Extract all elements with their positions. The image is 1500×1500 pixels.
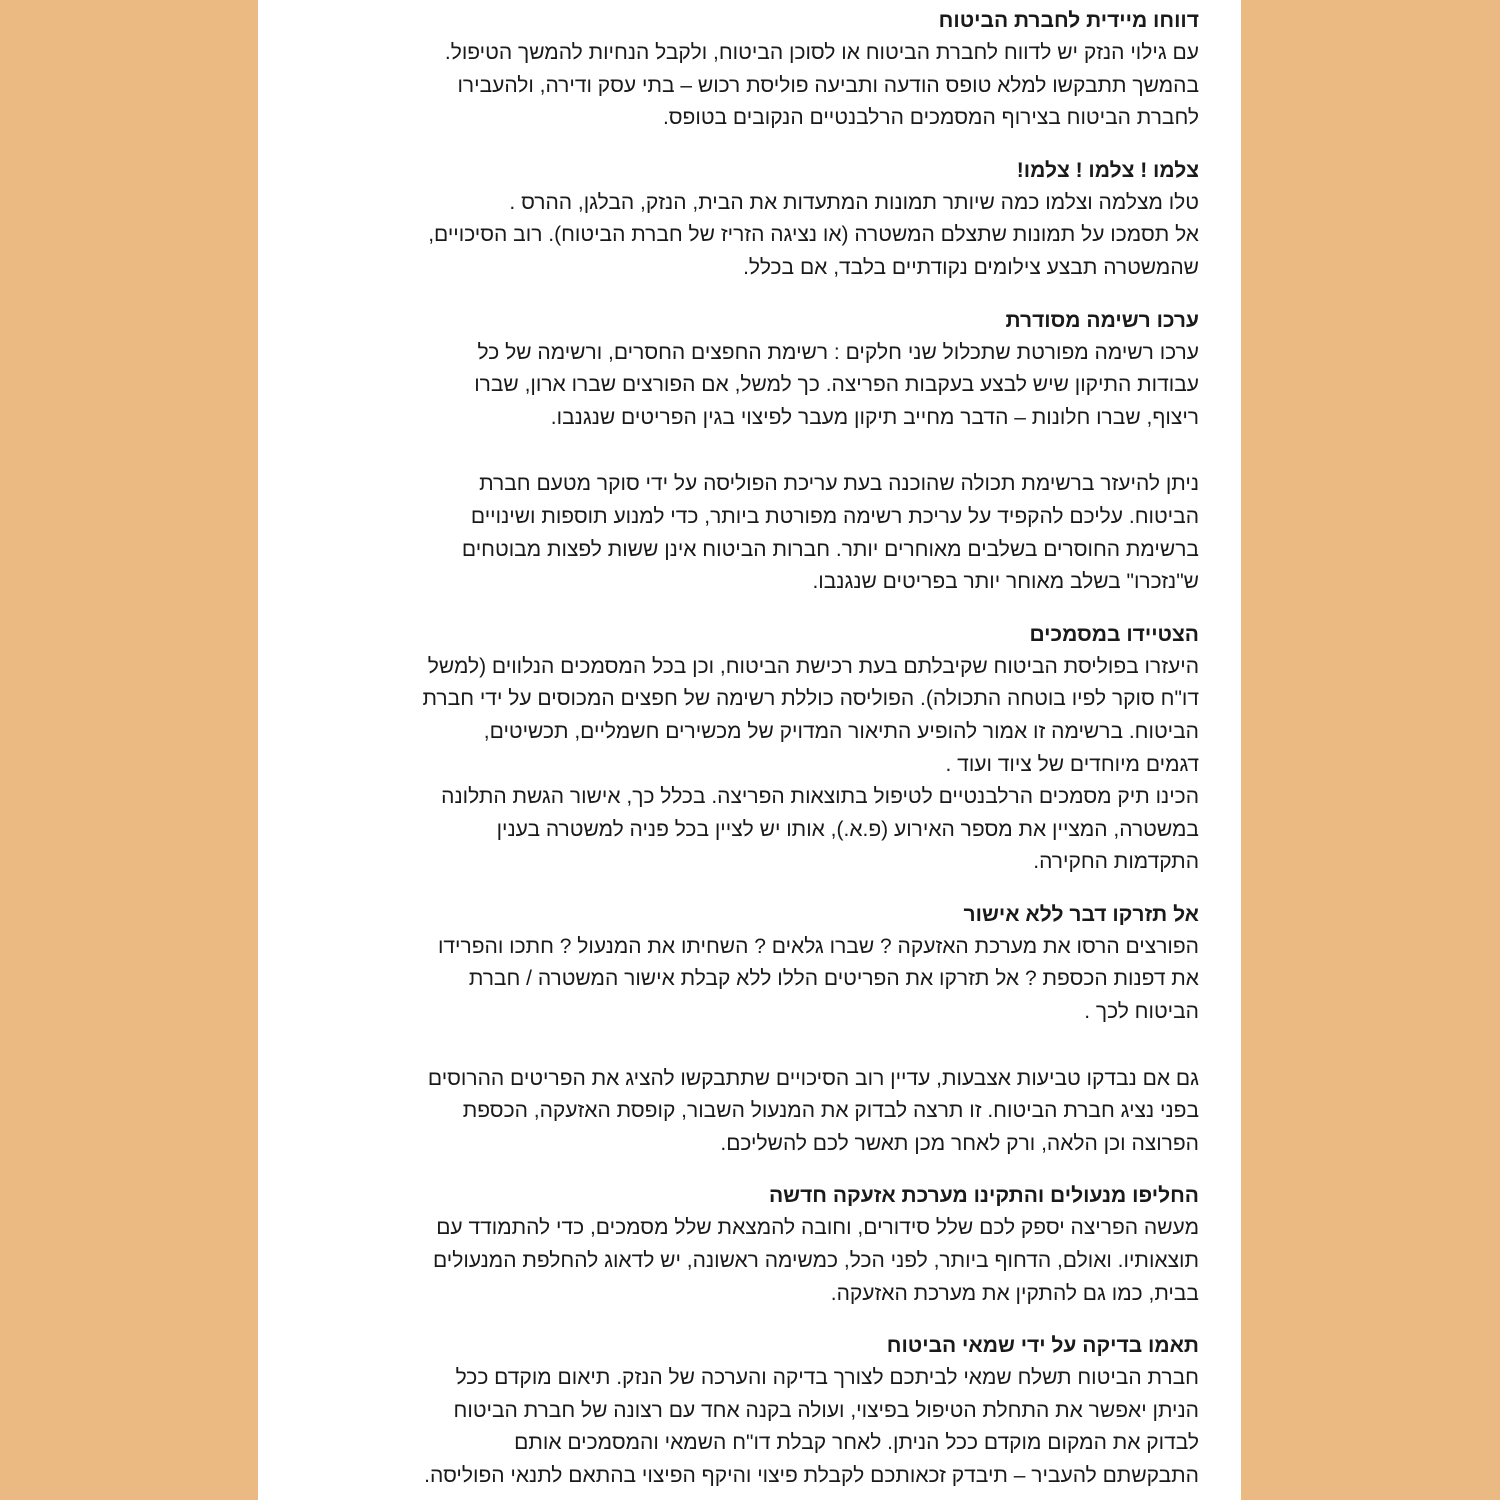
text-line: לבדוק את המקום מוקדם ככל הניתן. לאחר קבלת דו"ח השמאי והמסמכים אותם — [514, 1431, 1199, 1455]
paragraph-spacer — [294, 434, 1199, 468]
text-line: ש"נזכרו" בשלב מאוחר יותר בפריטים שנגנבו. — [812, 570, 1199, 594]
text-line: הביטוח. עליכם להקפיד על עריכת רשימה מפורטת ביותר, כדי למנוע תוספות ושינויים — [470, 504, 1199, 528]
section-spacer — [294, 285, 1199, 305]
document-content — [294, 5, 1199, 1493]
text-line: עם גילוי הנזק יש לדווח לחברת הביטוח או לסוכן הביטוח, ולקבל הנחיות להמשך הטיפול. — [444, 41, 1199, 64]
paragraph — [294, 651, 1199, 879]
section-heading: החליפו מנעולים והתקינו מערכת אזעקה חדשה — [768, 1184, 1199, 1208]
paragraph — [294, 1362, 1199, 1492]
section-heading: תאמו בדיקה על ידי שמאי הביטוח — [886, 1334, 1199, 1358]
section-heading: הצטיידו במסמכים — [1029, 622, 1199, 646]
text-line: דו"ח סוקר לפיו בוטחה התכולה). הפוליסה כוללת רשימה של חפצים המכוסים על ידי חברת — [422, 687, 1199, 711]
text-line: שהמשטרה תבצע צילומים נקודתיים בלבד, אם בכלל. — [743, 255, 1199, 279]
document-section — [294, 899, 1199, 1161]
text-line: התקדמות החקירה. — [1033, 850, 1199, 874]
paragraph — [294, 1212, 1199, 1310]
document-section — [294, 155, 1199, 285]
text-line: טלו מצלמה וצלמו כמה שיותר תמונות המתעדות את הבית, הנזק, הבלגן, ההרס . — [509, 190, 1199, 214]
section-spacer — [294, 1310, 1199, 1330]
text-line: עבודות התיקון שיש לבצע בעקבות הפריצה. כך למשל, אם הפורצים שברו ארון, שברו — [474, 373, 1199, 397]
text-line: בבית, כמו גם להתקין את מערכת האזעקה. — [830, 1281, 1199, 1305]
paragraph-spacer — [294, 1029, 1199, 1063]
section-spacer — [294, 879, 1199, 899]
text-line: דגמים מיוחדים של ציוד ועוד . — [945, 752, 1199, 776]
section-spacer — [294, 1160, 1199, 1180]
text-line: הפרוצה וכן הלאה, ורק לאחר מכן תאשר לכם להשליכם. — [720, 1131, 1199, 1155]
text-line: התבקשתם להעביר – תיבדק זכאותכם לקבלת פיצוי והיקף הפיצוי בהתאם לתנאי הפוליסה. — [424, 1464, 1199, 1487]
section-heading: צלמו ! צלמו ! צלמו! — [1016, 158, 1199, 182]
section-heading: דווחו מיידית לחברת הביטוח — [938, 9, 1199, 32]
document-section — [294, 305, 1199, 599]
text-line: הניתן יאפשר את התחלת הטיפול בפיצוי, ועולה בקנה אחד עם רצונה של חברת הביטוח — [453, 1398, 1199, 1422]
paragraph — [294, 1063, 1199, 1161]
section-spacer — [294, 135, 1199, 155]
text-line: חברת הביטוח תשלח שמאי לביתכם לצורך בדיקה והערכה של הנזק. תיאום מוקדם ככל — [455, 1366, 1199, 1390]
text-line: מעשה הפריצה יספק לכם שלל סידורים, וחובה להמצאת שלל מסמכים, כדי להתמודד עם — [436, 1216, 1199, 1240]
text-line: ערכו רשימה מפורטת שתכלול שני חלקים : רשימת החפצים החסרים, ורשימה של כל — [477, 340, 1199, 364]
text-line: היעזרו בפוליסת הביטוח שקיבלתם בעת רכישת הביטוח, וכן בכל המסמכים הנלווים (למשל — [427, 654, 1199, 678]
document-page — [258, 0, 1241, 1500]
text-line: אל תסמכו על תמונות שתצלם המשטרה (או נציגה הזריז של חברת הביטוח). רוב הסיכויים, — [428, 223, 1199, 247]
text-line: במשטרה, המציין את מספר האירוע (פ.א.), אותו יש לציין בכל פניה למשטרה בענין — [496, 817, 1199, 841]
text-line: לחברת הביטוח בצירוף המסמכים הרלבנטיים הנקובים בטופס. — [662, 106, 1199, 130]
text-line: בהמשך תתבקשו למלא טופס הודעה ותביעה פוליסת רכוש – בתי עסק ודירה, ולהעבירו — [457, 73, 1199, 97]
section-spacer — [294, 599, 1199, 619]
text-line: הביטוח. ברשימה זו אמור להופיע התיאור המדויק של מכשירים חשמליים, תכשיטים, — [483, 719, 1199, 743]
paragraph — [294, 337, 1199, 435]
document-section — [294, 619, 1199, 879]
text-line: הכינו תיק מסמכים הרלבנטיים לטיפול בתוצאות הפריצה. בכלל כך, אישור הגשת התלונה — [441, 785, 1199, 809]
paragraph — [294, 37, 1199, 135]
section-heading: ערכו רשימה מסודרת — [1005, 308, 1199, 332]
text-line: ברשימת החוסרים בשלבים מאוחרים יותר. חברות הביטוח אינן ששות לפצות מבוטחים — [461, 537, 1199, 561]
text-line: בפני נציג חברת הביטוח. זו תרצה לבדוק את המנעול השבור, קופסת האזעקה, הכספת — [462, 1099, 1199, 1123]
paragraph — [294, 187, 1199, 285]
document-section — [294, 1330, 1199, 1492]
paragraph — [294, 468, 1199, 598]
text-line: ריצוף, שברו חלונות – הדבר מחייב תיקון מעבר לפיצוי בגין הפריטים שנגנבו. — [550, 405, 1199, 429]
text-line: תוצאותיו. ואולם, הדחוף ביותר, לפני הכל, כמשימה ראשונה, יש לדאוג להחלפת המנעולים — [432, 1249, 1199, 1273]
section-heading: אל תזרקו דבר ללא אישור — [963, 902, 1199, 926]
text-line: ניתן להיעזר ברשימת תכולה שהוכנה בעת עריכת הפוליסה על ידי סוקר מטעם חברת — [479, 472, 1199, 496]
paragraph — [294, 931, 1199, 1029]
document-section — [294, 1180, 1199, 1310]
document-section — [294, 5, 1199, 135]
text-line: את דפנות הכספת ? אל תזרקו את הפריטים הללו ללא קבלת אישור המשטרה / חברת — [468, 967, 1199, 991]
text-line: הפורצים הרסו את מערכת האזעקה ? שברו גלאים ? השחיתו את המנעול ? חתכו והפרידו — [437, 934, 1199, 958]
text-line: הביטוח לכך . — [1084, 1000, 1199, 1024]
text-line: גם אם נבדקו טביעות אצבעות, עדיין רוב הסיכויים שתתבקשו להציג את הפריטים ההרוסים — [427, 1066, 1199, 1090]
